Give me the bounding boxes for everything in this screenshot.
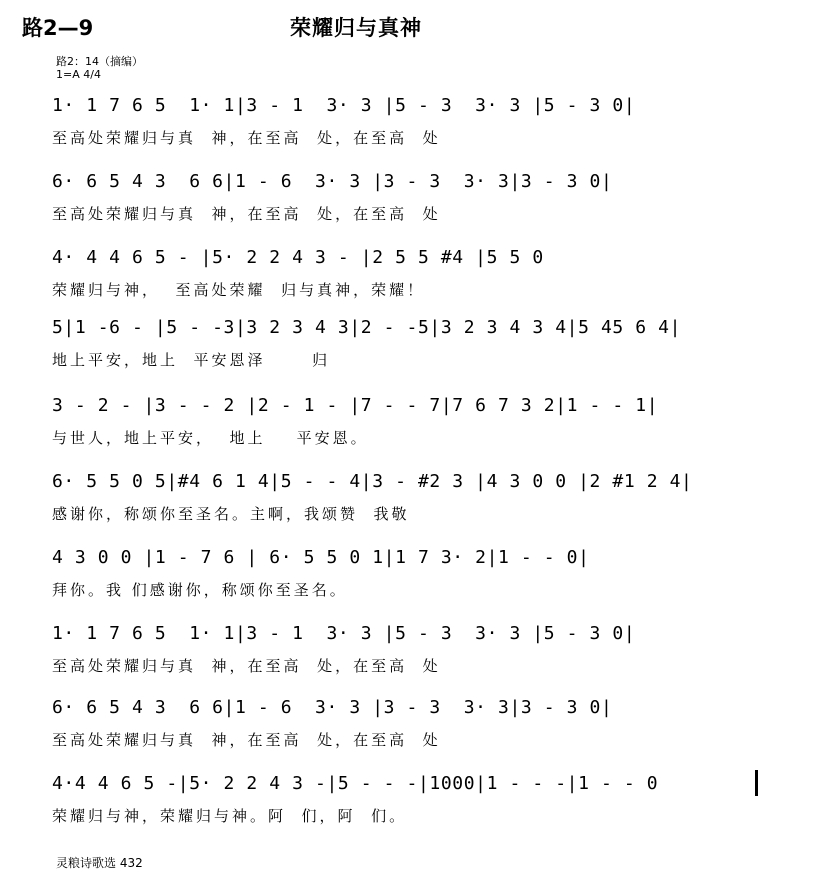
notation-line: 3 - 2 - |3 - - 2 |2 - 1 - |7 - - 7|7 6 7 3 2|1 - - 1| [52,395,659,416]
lyric-line: 至高处荣耀归与真 神，在至高 处，在至高 处 [52,129,441,147]
notation-line: 6· 5 5 0 5|#4 6 1 4|5 - - 4|3 - #2 3 |4 3 0 0 |2 #1 2 4| [52,471,693,492]
lyric-line: 荣耀归与神， 至高处荣耀 归与真神，荣耀！ [52,281,426,299]
score-line-10 [52,768,764,840]
song-title: 荣耀归与真神 [290,16,422,40]
lyric-line: 至高处荣耀归与真 神，在至高 处，在至高 处 [52,731,441,749]
lyric-line: 荣耀归与神，荣耀归与神。阿 们，阿 们。 [52,807,408,825]
score-line-5 [52,390,764,462]
notation-line: 6· 6 5 4 3 6 6|1 - 6 3· 3 |3 - 3 3· 3|3 - 3 0| [52,171,613,192]
score-line-7 [52,542,764,614]
key-signature: 1=A 4/4 [56,68,101,81]
notation-line: 4· 4 4 6 5 - |5· 2 2 4 3 - |2 5 5 #4 |5 5 0 [52,247,544,268]
lyric-line: 至高处荣耀归与真 神，在至高 处，在至高 处 [52,205,441,223]
lyric-line: 与世人，地上平安， 地上 平安恩。 [52,429,369,447]
lyric-line: 地上平安，地上 平安恩泽 归 [52,351,331,369]
notation-line: 5|1 -6 - |5 - -3|3 2 3 4 3|2 - -5|3 2 3 4 3 4|5 45 6 4| [52,317,682,338]
final-barline [755,770,758,796]
score-line-8 [52,618,764,690]
book-source: 灵粮诗歌选 432 [56,856,143,870]
scripture-source: 路2：14（摘编） [56,55,143,68]
score-line-9 [52,692,764,764]
lyric-line: 感谢你，称颂你至圣名。主啊，我颂赞 我敬 [52,505,410,523]
score-line-3 [52,242,764,314]
lyric-line: 至高处荣耀归与真 神，在至高 处，在至高 处 [52,657,441,675]
notation-line: 4 3 0 0 |1 - 7 6 | 6· 5 5 0 1|1 7 3· 2|1 - - 0| [52,547,590,568]
notation-line: 1· 1 7 6 5 1· 1|3 - 1 3· 3 |5 - 3 3· 3 |5 - 3 0| [52,623,636,644]
notation-line: 4·4 4 6 5 -|5· 2 2 4 3 -|5 - - -|1000|1 - - -|1 - - 0 [52,773,659,794]
score-line-4 [52,312,764,384]
score-line-2 [52,166,764,238]
score-line-6 [52,466,764,538]
notation-line: 1· 1 7 6 5 1· 1|3 - 1 3· 3 |5 - 3 3· 3 |5 - 3 0| [52,95,636,116]
notation-line: 6· 6 5 4 3 6 6|1 - 6 3· 3 |3 - 3 3· 3|3 - 3 0| [52,697,613,718]
song-number: 路2—9 [22,16,94,40]
score-line-1 [52,90,764,162]
lyric-line: 拜你。我 们感谢你，称颂你至圣名。 [52,581,348,599]
